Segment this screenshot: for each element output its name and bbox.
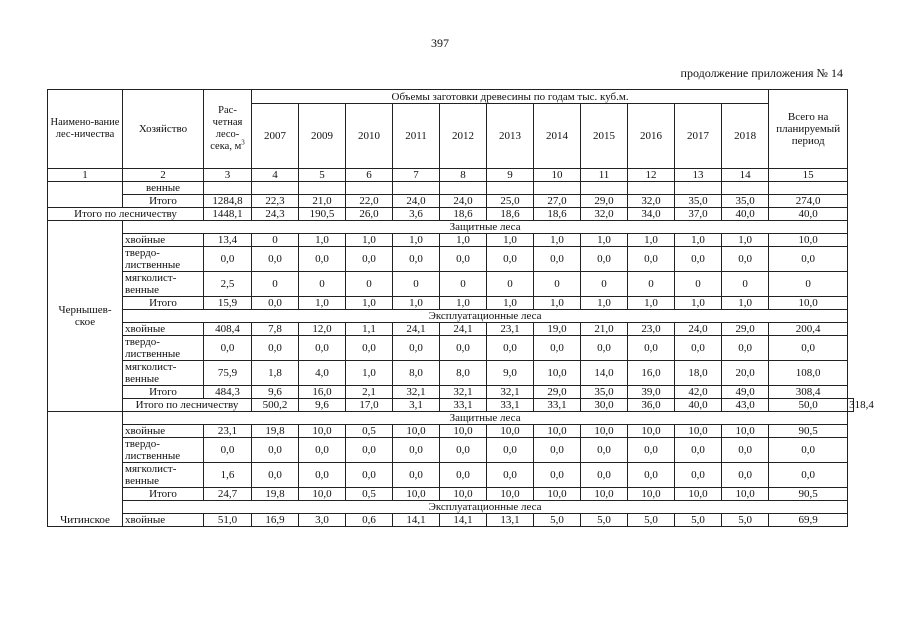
header-year: 2013: [487, 104, 534, 169]
year-value-cell: 8,0: [393, 361, 440, 386]
year-value-cell: 42,0: [675, 386, 722, 399]
cutting-area-cell: 51,0: [204, 514, 252, 527]
cutting-area-cell: 0,0: [204, 336, 252, 361]
table-row: [48, 386, 854, 399]
year-value-cell: 0,5: [346, 425, 393, 438]
year-value-cell: 10,0: [299, 425, 346, 438]
year-value-cell: 32,1: [393, 386, 440, 399]
year-value-cell: 1,0: [534, 234, 581, 247]
table-row: [48, 336, 854, 361]
year-value-cell: 1,0: [722, 234, 769, 247]
year-value-cell: 0,0: [534, 336, 581, 361]
year-value-cell: 39,0: [628, 386, 675, 399]
column-number: 7: [393, 169, 440, 182]
year-value-cell: 1,0: [346, 297, 393, 310]
farm-cell: Итого: [123, 195, 204, 208]
year-value-cell: 0,0: [346, 438, 393, 463]
year-value-cell: 0,0: [487, 463, 534, 488]
table-row: [48, 247, 854, 272]
year-value-cell: 21,0: [581, 323, 628, 336]
year-value-cell: 26,0: [346, 208, 393, 221]
header-cutting-text: Рас-четная лесо-сека, м: [210, 105, 243, 152]
year-value-cell: 0,0: [299, 463, 346, 488]
year-value-cell: 22,0: [346, 195, 393, 208]
farm-cell: твердо-лиственные: [123, 336, 204, 361]
year-value-cell: 1,0: [346, 234, 393, 247]
year-value-cell: 0,0: [393, 438, 440, 463]
year-value-cell: 0,0: [252, 463, 299, 488]
year-value-cell: 24,0: [675, 323, 722, 336]
year-value-cell: 1,0: [440, 297, 487, 310]
year-value-cell: 0,0: [252, 438, 299, 463]
year-value-cell: 10,0: [440, 425, 487, 438]
year-value-cell: 49,0: [722, 386, 769, 399]
year-value-cell: 0: [393, 272, 440, 297]
year-value-cell: 0,0: [440, 463, 487, 488]
total-cell: 0,0: [769, 438, 848, 463]
year-value-cell: 0,0: [675, 463, 722, 488]
year-value-cell: 5,0: [581, 514, 628, 527]
year-value-cell: 8,0: [440, 361, 487, 386]
year-value-cell: 29,0: [722, 323, 769, 336]
year-value-cell: 1,0: [346, 361, 393, 386]
year-value-cell: 10,0: [534, 361, 581, 386]
farm-cell: венные: [123, 182, 204, 195]
year-value-cell: 40,0: [675, 399, 722, 412]
column-number: 9: [487, 169, 534, 182]
year-value-cell: 0,0: [393, 463, 440, 488]
year-value-cell: 10,0: [581, 488, 628, 501]
year-value-cell: 1,0: [440, 234, 487, 247]
forestry-name-cell: Читинское: [48, 412, 123, 527]
year-value-cell: 0,0: [581, 438, 628, 463]
header-cutting-area: [204, 90, 252, 169]
column-number: 2: [123, 169, 204, 182]
total-cell: 308,4: [769, 386, 848, 399]
year-value-cell: 190,5: [299, 208, 346, 221]
year-value-cell: 0,0: [252, 336, 299, 361]
year-value-cell: 0,0: [675, 247, 722, 272]
year-value-cell: 18,6: [440, 208, 487, 221]
year-value-cell: 14,1: [440, 514, 487, 527]
year-value-cell: 18,6: [534, 208, 581, 221]
year-value-cell: 1,0: [299, 234, 346, 247]
year-value-cell: 24,1: [393, 323, 440, 336]
year-value-cell: 1,0: [487, 297, 534, 310]
year-value-cell: 19,0: [534, 323, 581, 336]
header-year: 2015: [581, 104, 628, 169]
farm-cell: хвойные: [123, 234, 204, 247]
cutting-area-cell: 0,0: [204, 247, 252, 272]
year-value-cell: 5,0: [722, 514, 769, 527]
year-value-cell: 0,0: [581, 336, 628, 361]
year-value-cell: 40,0: [722, 208, 769, 221]
total-cell: 0,0: [769, 463, 848, 488]
farm-cell: хвойные: [123, 323, 204, 336]
year-value-cell: 34,0: [628, 208, 675, 221]
year-value-cell: 0: [346, 272, 393, 297]
year-value-cell: 10,0: [534, 488, 581, 501]
year-value-cell: 10,0: [628, 425, 675, 438]
year-value-cell: 7,8: [252, 323, 299, 336]
column-number: 4: [252, 169, 299, 182]
year-value-cell: 21,0: [299, 195, 346, 208]
year-value-cell: 33,1: [534, 399, 581, 412]
continuation-note: продолжение приложения № 14: [680, 66, 843, 80]
year-value-cell: 23,1: [487, 323, 534, 336]
year-value-cell: 10,0: [675, 425, 722, 438]
year-value-cell: 0,0: [393, 336, 440, 361]
header-farm: Хозяйство: [123, 90, 204, 169]
year-value-cell: 0,0: [440, 438, 487, 463]
year-value-cell: 1,0: [299, 297, 346, 310]
year-value-cell: 5,0: [534, 514, 581, 527]
column-number: 6: [346, 169, 393, 182]
year-value-cell: 1,0: [675, 297, 722, 310]
year-value-cell: 0: [299, 272, 346, 297]
year-value-cell: 0,0: [393, 247, 440, 272]
year-value-cell: 0: [722, 272, 769, 297]
year-value-cell: 12,0: [299, 323, 346, 336]
year-value-cell: 0,0: [346, 336, 393, 361]
year-value-cell: 0,0: [299, 336, 346, 361]
year-value-cell: 0: [534, 272, 581, 297]
year-value-cell: 14,0: [581, 361, 628, 386]
year-value-cell: 3,1: [393, 399, 440, 412]
cutting-area-cell: 24,7: [204, 488, 252, 501]
harvest-volume-table: [47, 89, 874, 527]
year-value-cell: 25,0: [487, 195, 534, 208]
cutting-area-cell: 1284,8: [204, 195, 252, 208]
year-value-cell: 43,0: [722, 399, 769, 412]
cutting-area-cell: 13,4: [204, 234, 252, 247]
year-value-cell: 1,0: [581, 234, 628, 247]
farm-cell: мягколист-венные: [123, 272, 204, 297]
year-value-cell: 0,0: [675, 438, 722, 463]
year-value-cell: 33,1: [440, 399, 487, 412]
year-value-cell: 0,0: [299, 247, 346, 272]
year-value-cell: 0,0: [299, 438, 346, 463]
table-row: [48, 463, 854, 488]
year-value-cell: 17,0: [346, 399, 393, 412]
section-exploitation: Эксплуатационные леса: [123, 310, 848, 323]
farm-cell: Итого: [123, 488, 204, 501]
year-value-cell: 0: [628, 272, 675, 297]
year-value-cell: 14,1: [393, 514, 440, 527]
year-value-cell: 37,0: [675, 208, 722, 221]
year-value-cell: 50,0: [769, 399, 848, 412]
year-value-cell: 19,8: [252, 488, 299, 501]
column-number: 1: [48, 169, 123, 182]
column-number: 11: [581, 169, 628, 182]
total-cell: 0,0: [769, 247, 848, 272]
year-value-cell: 0,0: [534, 247, 581, 272]
year-value-cell: 13,1: [487, 514, 534, 527]
table-row: [48, 514, 854, 527]
year-value-cell: 1,0: [534, 297, 581, 310]
table-row: [48, 195, 854, 208]
header-year: 2010: [346, 104, 393, 169]
year-value-cell: 0,0: [346, 463, 393, 488]
cutting-area-cell: 75,9: [204, 361, 252, 386]
year-value-cell: 1,0: [628, 297, 675, 310]
section-protective: Защитные леса: [123, 412, 848, 425]
year-value-cell: 10,0: [722, 425, 769, 438]
cutting-area-cell: 408,4: [204, 323, 252, 336]
header-year: 2012: [440, 104, 487, 169]
table-row: [48, 425, 854, 438]
section-row: [48, 310, 854, 323]
year-value-cell: 0,0: [487, 438, 534, 463]
year-value-cell: 0,0: [534, 438, 581, 463]
total-cell: 69,9: [769, 514, 848, 527]
year-value-cell: 10,0: [722, 488, 769, 501]
page-number: 397: [431, 36, 449, 50]
column-number: 12: [628, 169, 675, 182]
column-number: 3: [204, 169, 252, 182]
total-cell: 10,0: [769, 234, 848, 247]
header-year: 2018: [722, 104, 769, 169]
year-value-cell: 5,0: [628, 514, 675, 527]
year-value-cell: 2,1: [346, 386, 393, 399]
total-cell: 318,4: [849, 399, 874, 411]
forestry-total-label: Итого по лесничеству: [123, 399, 252, 412]
year-value-cell: 0,0: [722, 463, 769, 488]
year-value-cell: 10,0: [534, 425, 581, 438]
year-value-cell: 0,0: [628, 463, 675, 488]
farm-cell: мягколист-венные: [123, 361, 204, 386]
table-row: [48, 361, 854, 386]
total-cell: 0,0: [769, 336, 848, 361]
year-value-cell: 0,0: [487, 247, 534, 272]
year-value-cell: 18,0: [675, 361, 722, 386]
year-value-cell: 0,0: [440, 247, 487, 272]
year-value-cell: 0: [581, 272, 628, 297]
year-value-cell: 1,0: [393, 297, 440, 310]
forestry-total-row: [48, 208, 854, 221]
farm-cell: Итого: [123, 297, 204, 310]
year-value-cell: 24,0: [393, 195, 440, 208]
year-value-cell: 29,0: [534, 386, 581, 399]
table-row: [48, 182, 854, 195]
year-value-cell: 33,1: [487, 399, 534, 412]
year-value-cell: 32,1: [487, 386, 534, 399]
year-value-cell: 23,0: [628, 323, 675, 336]
table-row: [48, 323, 854, 336]
farm-cell: Итого: [123, 386, 204, 399]
year-value-cell: 0,0: [722, 336, 769, 361]
year-value-cell: 10,0: [581, 425, 628, 438]
year-value-cell: 30,0: [581, 399, 628, 412]
year-value-cell: 0,6: [346, 514, 393, 527]
year-value-cell: 1,0: [581, 297, 628, 310]
header-forestry-name: Наимено-вание лес-ничества: [48, 90, 123, 169]
year-value-cell: 0: [252, 234, 299, 247]
header-row: [48, 90, 854, 104]
year-value-cell: 10,0: [393, 488, 440, 501]
year-value-cell: 24,0: [440, 195, 487, 208]
year-value-cell: 0,0: [722, 438, 769, 463]
year-value-cell: 1,0: [628, 234, 675, 247]
header-volumes: Объемы заготовки древесины по годам тыс. куб.м.: [252, 90, 769, 104]
header-year: 2014: [534, 104, 581, 169]
header-year: 2007: [252, 104, 299, 169]
cutting-area-cell: 15,9: [204, 297, 252, 310]
cutting-area-cell: 1,6: [204, 463, 252, 488]
year-value-cell: 1,0: [393, 234, 440, 247]
year-value-cell: 0: [252, 272, 299, 297]
total-cell: 90,5: [769, 425, 848, 438]
year-value-cell: 0: [440, 272, 487, 297]
year-value-cell: 0: [675, 272, 722, 297]
year-value-cell: 1,1: [346, 323, 393, 336]
total-cell: 200,4: [769, 323, 848, 336]
year-value-cell: 0,0: [675, 336, 722, 361]
year-value-cell: 16,9: [252, 514, 299, 527]
total-cell: 10,0: [769, 297, 848, 310]
year-value-cell: 0,0: [628, 336, 675, 361]
year-value-cell: 35,0: [722, 195, 769, 208]
year-value-cell: 1,8: [252, 361, 299, 386]
cutting-area-cell: 484,3: [204, 386, 252, 399]
farm-cell: твердо-лиственные: [123, 247, 204, 272]
year-value-cell: 0,0: [581, 247, 628, 272]
year-value-cell: 0,0: [487, 336, 534, 361]
year-value-cell: 0,0: [628, 247, 675, 272]
year-value-cell: 16,0: [628, 361, 675, 386]
table-row: [48, 438, 854, 463]
year-value-cell: 18,6: [487, 208, 534, 221]
year-value-cell: 32,1: [440, 386, 487, 399]
year-value-cell: 9,6: [299, 399, 346, 412]
year-value-cell: 9,0: [487, 361, 534, 386]
year-value-cell: 0,0: [346, 247, 393, 272]
year-value-cell: 0,0: [252, 247, 299, 272]
column-number: 14: [722, 169, 769, 182]
header-year: 2009: [299, 104, 346, 169]
total-cell: 40,0: [769, 208, 848, 221]
header-total: Всего на планируемый период: [769, 90, 848, 169]
cutting-area-cell: 1448,1: [204, 208, 252, 221]
year-value-cell: 0: [487, 272, 534, 297]
year-value-cell: 19,8: [252, 425, 299, 438]
table-row: [48, 272, 854, 297]
column-number: 15: [769, 169, 848, 182]
header-cutting-sup: 3: [241, 138, 245, 147]
year-value-cell: 10,0: [299, 488, 346, 501]
year-value-cell: 3,6: [393, 208, 440, 221]
year-value-cell: 0,0: [252, 297, 299, 310]
year-value-cell: 1,0: [487, 234, 534, 247]
forestry-name-cell: Чернышев-ское: [48, 221, 123, 412]
total-cell: 0: [769, 272, 848, 297]
forestry-name-cell: [48, 182, 123, 208]
section-row: [48, 412, 854, 425]
farm-cell: хвойные: [123, 425, 204, 438]
year-value-cell: 9,6: [252, 386, 299, 399]
section-row: [48, 501, 854, 514]
total-cell: 108,0: [769, 361, 848, 386]
column-number: 8: [440, 169, 487, 182]
year-value-cell: 1,0: [722, 297, 769, 310]
year-value-cell: 0,0: [628, 438, 675, 463]
column-number: 13: [675, 169, 722, 182]
year-value-cell: 24,3: [252, 208, 299, 221]
column-number: 10: [534, 169, 581, 182]
cutting-area-cell: 0,0: [204, 438, 252, 463]
year-value-cell: 16,0: [299, 386, 346, 399]
table-row: [48, 297, 854, 310]
total-cell: 90,5: [769, 488, 848, 501]
year-value-cell: 0,0: [581, 463, 628, 488]
year-value-cell: 4,0: [299, 361, 346, 386]
table-row: [48, 234, 854, 247]
year-value-cell: 32,0: [628, 195, 675, 208]
forestry-total-label: Итого по лесничеству: [48, 208, 204, 221]
farm-cell: мягколист-венные: [123, 463, 204, 488]
year-value-cell: 0,0: [534, 463, 581, 488]
year-value-cell: 32,0: [581, 208, 628, 221]
year-value-cell: 22,3: [252, 195, 299, 208]
year-value-cell: 35,0: [581, 386, 628, 399]
column-numbers-row: [48, 169, 854, 182]
column-number: 5: [299, 169, 346, 182]
table-row: [48, 488, 854, 501]
year-value-cell: 10,0: [487, 488, 534, 501]
forestry-total-row: [48, 399, 854, 412]
year-value-cell: 0,0: [722, 247, 769, 272]
year-value-cell: 20,0: [722, 361, 769, 386]
year-value-cell: 5,0: [675, 514, 722, 527]
year-value-cell: 35,0: [675, 195, 722, 208]
year-value-cell: 0,5: [346, 488, 393, 501]
year-value-cell: 10,0: [487, 425, 534, 438]
year-value-cell: 10,0: [440, 488, 487, 501]
section-exploitation: Эксплуатационные леса: [123, 501, 848, 514]
year-value-cell: 0,0: [440, 336, 487, 361]
farm-cell: твердо-лиственные: [123, 438, 204, 463]
header-year: 2011: [393, 104, 440, 169]
year-value-cell: 36,0: [628, 399, 675, 412]
year-value-cell: 27,0: [534, 195, 581, 208]
year-value-cell: 3,0: [299, 514, 346, 527]
year-value-cell: 29,0: [581, 195, 628, 208]
year-value-cell: 10,0: [393, 425, 440, 438]
year-value-cell: 10,0: [675, 488, 722, 501]
year-value-cell: 10,0: [628, 488, 675, 501]
header-year: 2016: [628, 104, 675, 169]
year-value-cell: 24,1: [440, 323, 487, 336]
cutting-area-cell: 500,2: [252, 399, 299, 412]
total-cell: 274,0: [769, 195, 848, 208]
section-row: [48, 221, 854, 234]
section-protective: Защитные леса: [123, 221, 848, 234]
header-year: 2017: [675, 104, 722, 169]
farm-cell: хвойные: [123, 514, 204, 527]
cutting-area-cell: 2,5: [204, 272, 252, 297]
cutting-area-cell: 23,1: [204, 425, 252, 438]
year-value-cell: 1,0: [675, 234, 722, 247]
